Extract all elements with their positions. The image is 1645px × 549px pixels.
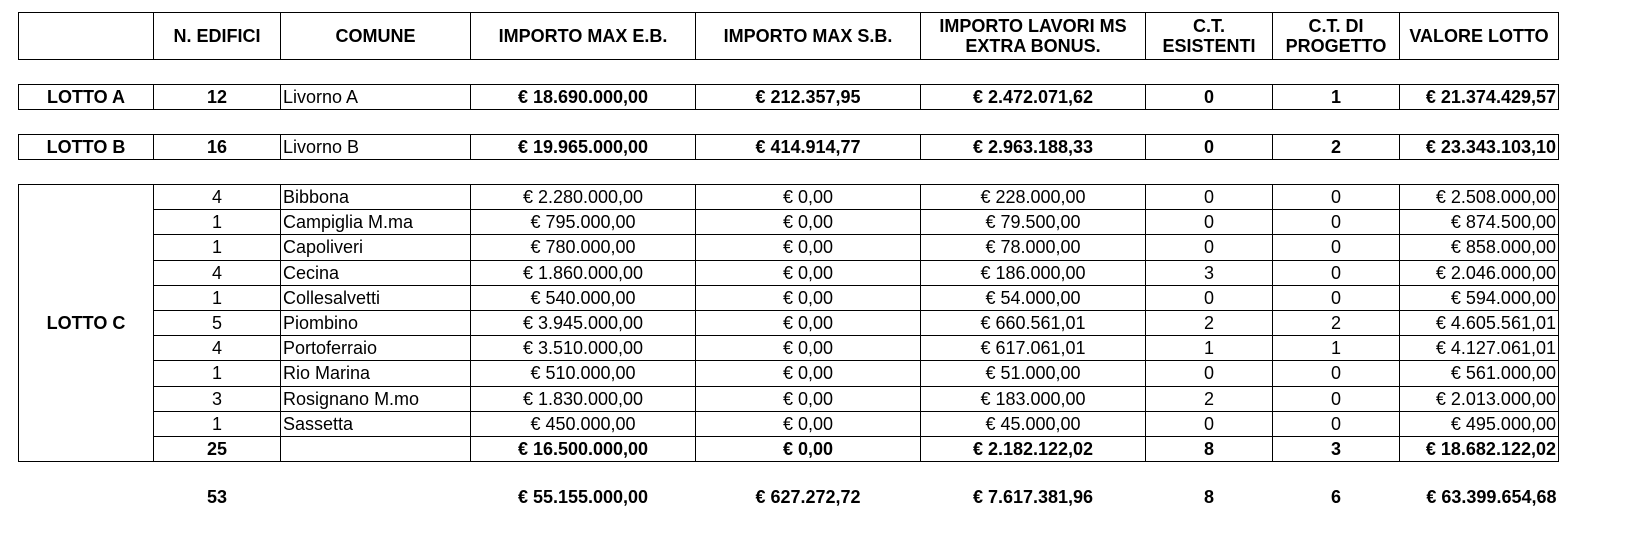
valore-lotto: € 4.605.561,01 (1400, 310, 1559, 335)
ct-progetto: 0 (1273, 411, 1400, 436)
ct-esistenti: 0 (1146, 285, 1273, 310)
valore-lotto: € 21.374.429,57 (1400, 85, 1559, 110)
header-n-edifici: N. EDIFICI (154, 13, 281, 60)
importo-eb: € 1.860.000,00 (471, 260, 696, 285)
lotto-c-row (19, 185, 1559, 210)
total-importo-ms: € 7.617.381,96 (972, 487, 1094, 508)
valore-lotto: € 2.508.000,00 (1400, 185, 1559, 210)
comune: Collesalvetti (281, 285, 471, 310)
importo-sb: € 0,00 (696, 260, 921, 285)
importo-ms: € 51.000,00 (921, 361, 1146, 386)
total-ct-esistenti: 8 (1203, 487, 1214, 508)
total-valore-lotto: € 63.399.654,68 (1426, 487, 1557, 508)
n-edifici: 4 (154, 260, 281, 285)
n-edifici: 1 (154, 210, 281, 235)
importo-eb: € 540.000,00 (471, 285, 696, 310)
comune: Portoferraio (281, 336, 471, 361)
comune: Cecina (281, 260, 471, 285)
ct-progetto: 0 (1273, 386, 1400, 411)
importo-sb: € 0,00 (696, 210, 921, 235)
header-ct-progetto: C.T. DI PROGETTO (1273, 13, 1400, 60)
n-edifici: 16 (154, 135, 281, 160)
header-comune: COMUNE (281, 13, 471, 60)
valore-lotto: € 2.013.000,00 (1400, 386, 1559, 411)
total-importo-eb: € 55.155.000,00 (517, 487, 649, 508)
n-edifici: 4 (154, 185, 281, 210)
lotto-label: LOTTO A (19, 85, 154, 110)
importo-eb: € 19.965.000,00 (471, 135, 696, 160)
ct-progetto: 0 (1273, 235, 1400, 260)
ct-progetto: 1 (1273, 336, 1400, 361)
comune: Piombino (281, 310, 471, 335)
lotto-c-group (19, 185, 1559, 462)
valore-lotto: € 874.500,00 (1400, 210, 1559, 235)
header-importo-eb: IMPORTO MAX E.B. (471, 13, 696, 60)
lotto-c-row (19, 235, 1559, 260)
n-edifici: 1 (154, 235, 281, 260)
ct-esistenti: 0 (1146, 235, 1273, 260)
valore-lotto: € 561.000,00 (1400, 361, 1559, 386)
n-edifici: 5 (154, 310, 281, 335)
comune: Capoliveri (281, 235, 471, 260)
comune: Livorno A (281, 85, 471, 110)
importo-eb: € 3.510.000,00 (471, 336, 696, 361)
importo-eb: € 450.000,00 (471, 411, 696, 436)
ct-progetto: 1 (1273, 85, 1400, 110)
valore-lotto: € 4.127.061,01 (1400, 336, 1559, 361)
importo-eb: € 18.690.000,00 (471, 85, 696, 110)
ct-esistenti: 0 (1146, 361, 1273, 386)
importo-sb: € 0,00 (696, 386, 921, 411)
comune: Sassetta (281, 411, 471, 436)
ct-esistenti: 0 (1146, 185, 1273, 210)
importo-ms: € 79.500,00 (921, 210, 1146, 235)
ct-esistenti: 0 (1146, 210, 1273, 235)
importo-ms: € 617.061,01 (921, 336, 1146, 361)
lotto-label: LOTTO B (19, 135, 154, 160)
total-n-edifici: 53 (206, 487, 228, 508)
ct-esistenti: 2 (1146, 386, 1273, 411)
lotto-c-row (19, 210, 1559, 235)
importo-sb: € 212.357,95 (696, 85, 921, 110)
comune: Rosignano M.mo (281, 386, 471, 411)
lotto-c-row (19, 411, 1559, 436)
ct-progetto: 0 (1273, 210, 1400, 235)
header-valore-lotto: VALORE LOTTO (1400, 13, 1559, 60)
header-importo-ms: IMPORTO LAVORI MS EXTRA BONUS. (921, 13, 1146, 60)
importo-ms: € 2.472.071,62 (921, 85, 1146, 110)
importo-ms: € 183.000,00 (921, 386, 1146, 411)
lotto-c-row (19, 386, 1559, 411)
importo-sb: € 0,00 (696, 185, 921, 210)
ct-esistenti: 8 (1146, 436, 1273, 461)
ct-progetto: 2 (1273, 135, 1400, 160)
total-importo-sb: € 627.272,72 (755, 487, 861, 508)
ct-progetto: 0 (1273, 285, 1400, 310)
lotto-c-row (19, 336, 1559, 361)
n-edifici: 3 (154, 386, 281, 411)
n-edifici: 4 (154, 336, 281, 361)
ct-progetto: 0 (1273, 361, 1400, 386)
header-empty (19, 13, 154, 60)
importo-sb: € 0,00 (696, 436, 921, 461)
valore-lotto: € 23.343.103,10 (1400, 135, 1559, 160)
ct-esistenti: 2 (1146, 310, 1273, 335)
n-edifici: 1 (154, 361, 281, 386)
importo-sb: € 0,00 (696, 336, 921, 361)
spreadsheet (18, 12, 1638, 510)
lotto-c-row (19, 310, 1559, 335)
importo-sb: € 0,00 (696, 411, 921, 436)
importo-eb: € 510.000,00 (471, 361, 696, 386)
n-edifici: 25 (154, 436, 281, 461)
n-edifici: 12 (154, 85, 281, 110)
header-ct-esistenti: C.T. ESISTENTI (1146, 13, 1273, 60)
valore-lotto: € 858.000,00 (1400, 235, 1559, 260)
lotto-a-row (19, 85, 1559, 110)
comune: Campiglia M.ma (281, 210, 471, 235)
ct-esistenti: 1 (1146, 336, 1273, 361)
lotto-b-row (19, 135, 1559, 160)
valore-lotto: € 2.046.000,00 (1400, 260, 1559, 285)
grand-total-row (19, 484, 1559, 510)
importo-sb: € 0,00 (696, 361, 921, 386)
ct-esistenti: 0 (1146, 135, 1273, 160)
importo-eb: € 2.280.000,00 (471, 185, 696, 210)
importo-eb: € 795.000,00 (471, 210, 696, 235)
importo-ms: € 2.963.188,33 (921, 135, 1146, 160)
ct-esistenti: 0 (1146, 85, 1273, 110)
importo-ms: € 660.561,01 (921, 310, 1146, 335)
comune: Livorno B (281, 135, 471, 160)
importo-ms: € 228.000,00 (921, 185, 1146, 210)
importo-eb: € 780.000,00 (471, 235, 696, 260)
lotti-table (18, 12, 1559, 510)
total-ct-progetto: 6 (1330, 487, 1341, 508)
lotto-label: LOTTO C (19, 185, 154, 462)
n-edifici: 1 (154, 285, 281, 310)
importo-ms: € 54.000,00 (921, 285, 1146, 310)
ct-progetto: 0 (1273, 185, 1400, 210)
lotto-c-subtotal-row (19, 436, 1559, 461)
comune (281, 436, 471, 461)
importo-ms: € 186.000,00 (921, 260, 1146, 285)
importo-eb: € 16.500.000,00 (471, 436, 696, 461)
valore-lotto: € 18.682.122,02 (1400, 436, 1559, 461)
importo-sb: € 0,00 (696, 310, 921, 335)
lotto-c-row (19, 285, 1559, 310)
importo-sb: € 0,00 (696, 235, 921, 260)
importo-sb: € 414.914,77 (696, 135, 921, 160)
importo-eb: € 1.830.000,00 (471, 386, 696, 411)
valore-lotto: € 594.000,00 (1400, 285, 1559, 310)
ct-progetto: 2 (1273, 310, 1400, 335)
lotto-c-row (19, 361, 1559, 386)
importo-ms: € 45.000,00 (921, 411, 1146, 436)
header-row (19, 13, 1559, 60)
importo-eb: € 3.945.000,00 (471, 310, 696, 335)
importo-ms: € 78.000,00 (921, 235, 1146, 260)
lotto-c-row (19, 260, 1559, 285)
ct-esistenti: 0 (1146, 411, 1273, 436)
valore-lotto: € 495.000,00 (1400, 411, 1559, 436)
ct-esistenti: 3 (1146, 260, 1273, 285)
ct-progetto: 0 (1273, 260, 1400, 285)
importo-ms: € 2.182.122,02 (921, 436, 1146, 461)
n-edifici: 1 (154, 411, 281, 436)
importo-sb: € 0,00 (696, 285, 921, 310)
comune: Rio Marina (281, 361, 471, 386)
header-importo-sb: IMPORTO MAX S.B. (696, 13, 921, 60)
comune: Bibbona (281, 185, 471, 210)
ct-progetto: 3 (1273, 436, 1400, 461)
